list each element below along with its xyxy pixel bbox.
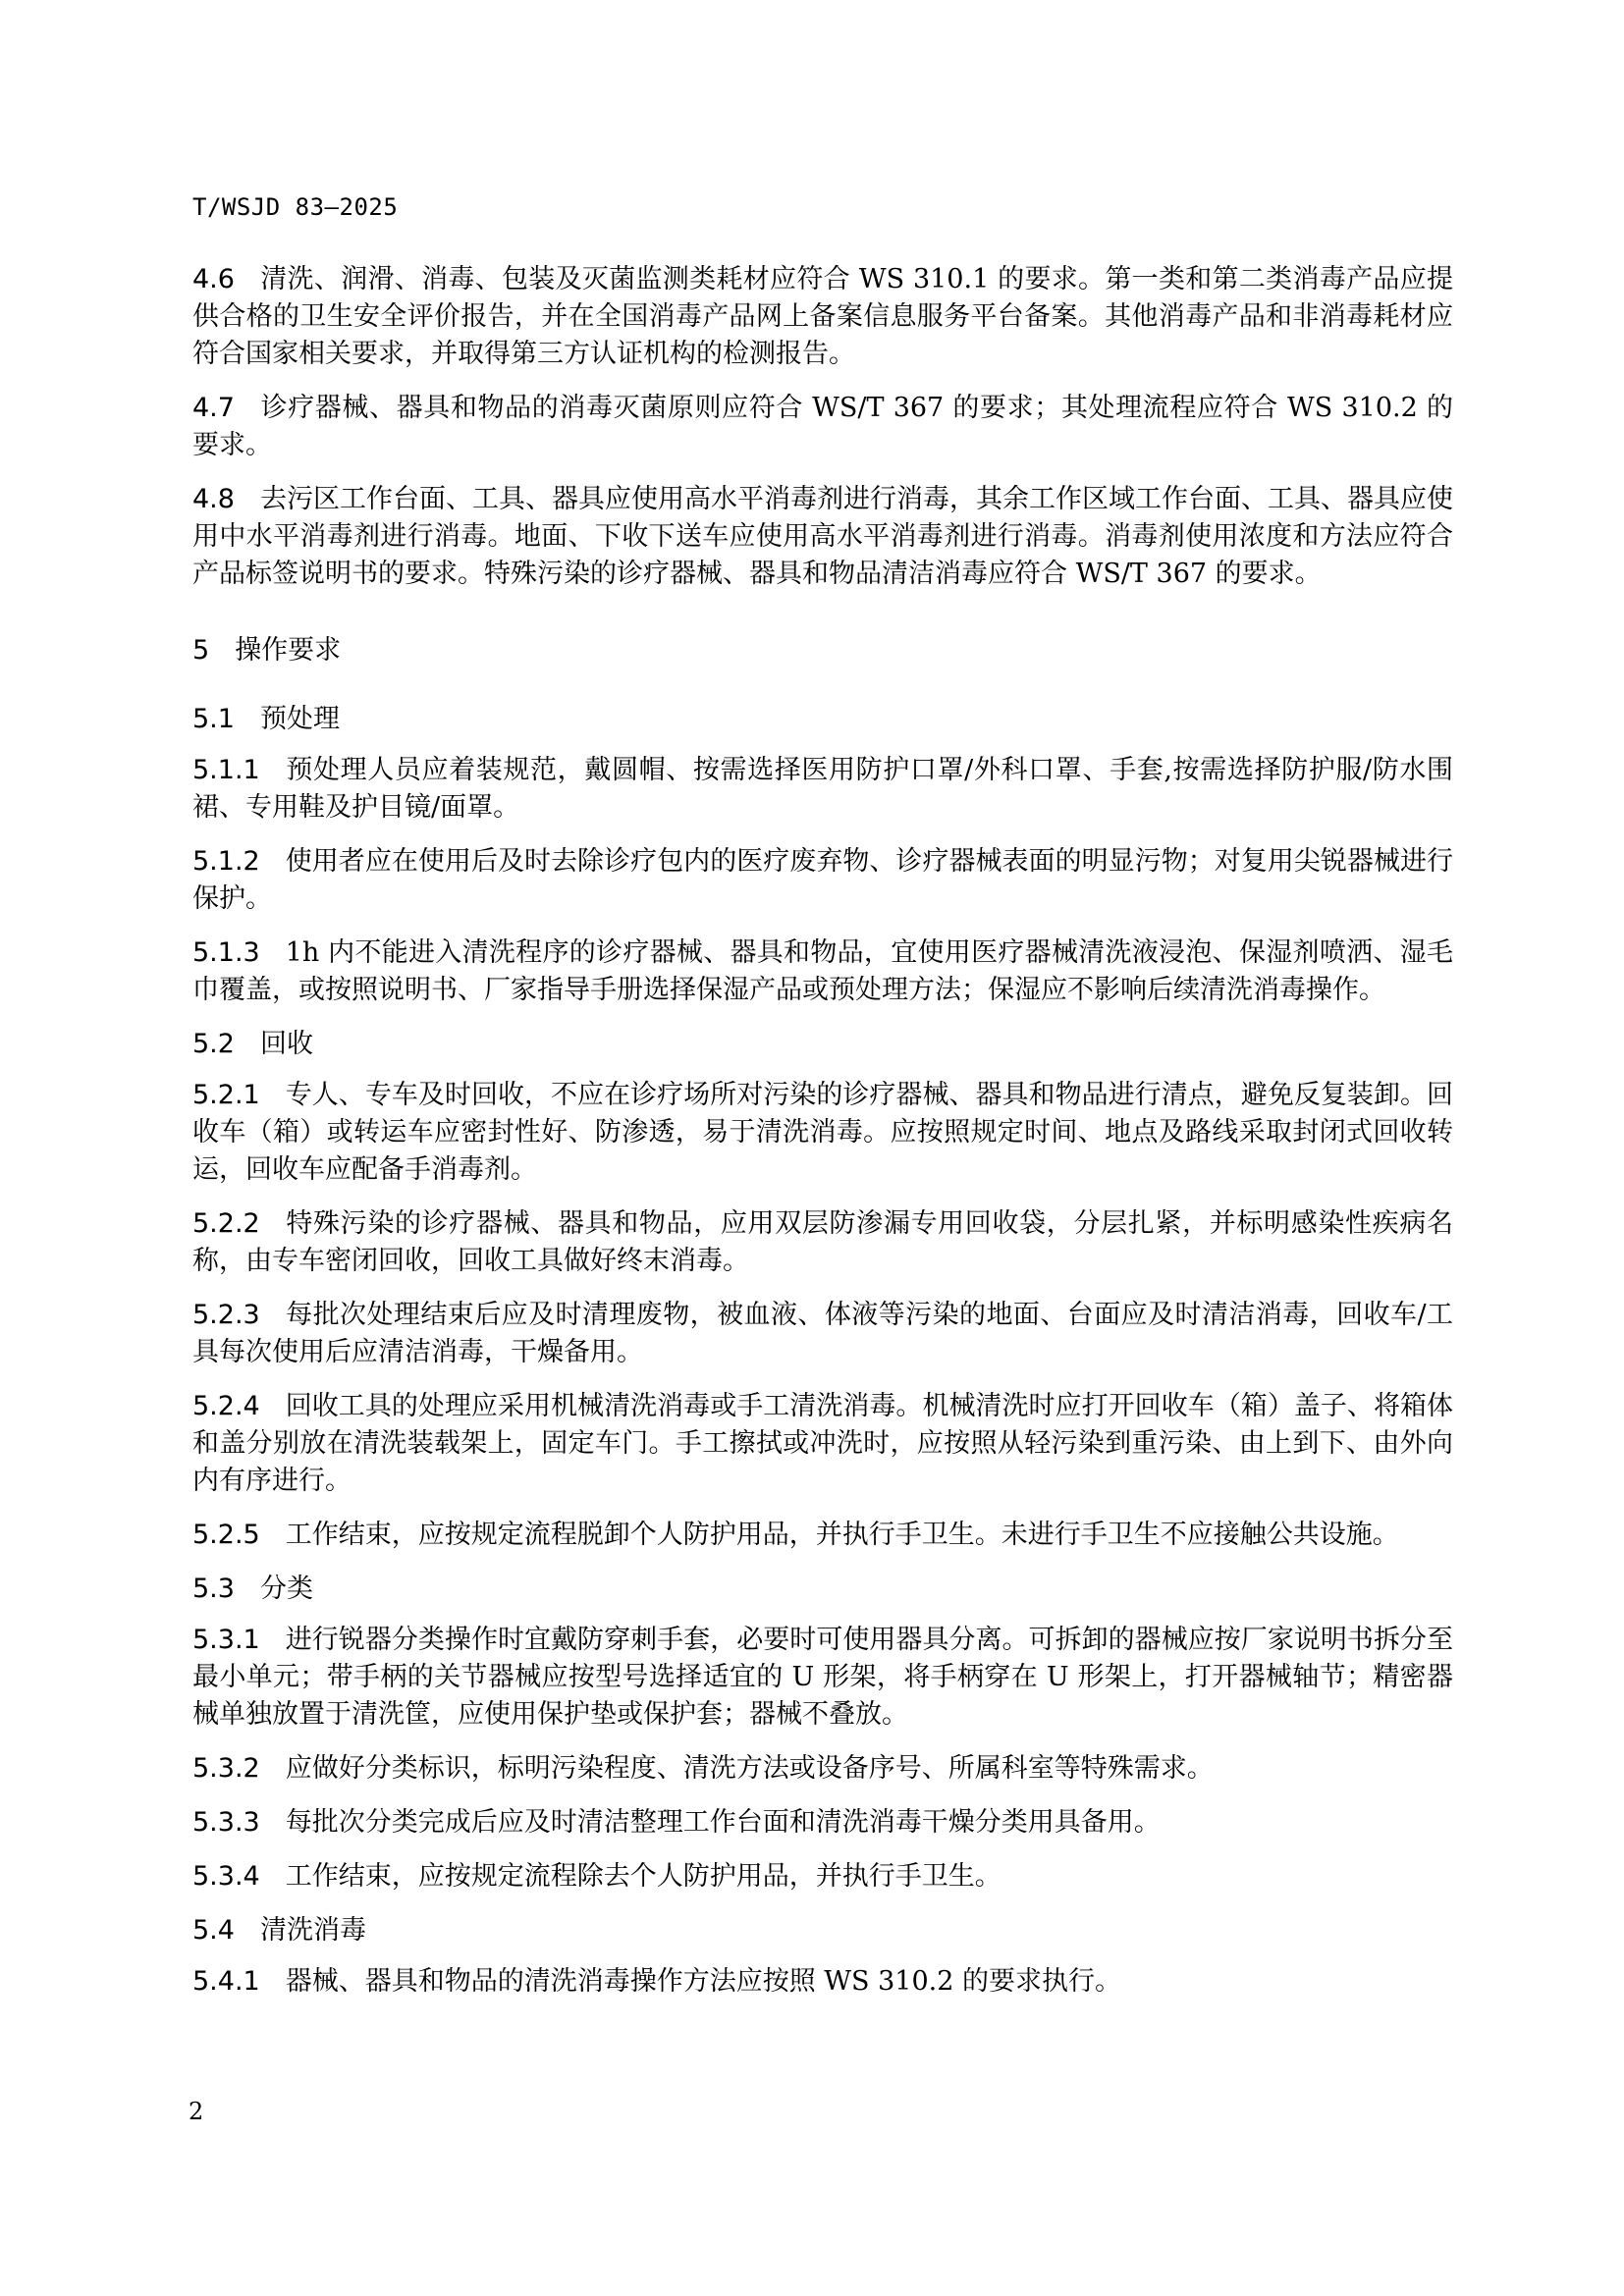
clause-paragraph [192,1388,1453,1500]
clause-paragraph [192,1963,1453,2001]
clause-number: 5.3.1 [192,1625,260,1655]
heading-text: 分类 [259,1574,313,1604]
clause-text: 每批次分类完成后应及时清洁整理工作台面和清洗消毒干燥分类用具备用。 [285,1807,1161,1838]
clause-paragraph [192,1077,1453,1189]
clause-number: 5.4.1 [192,1966,260,1997]
clause-paragraph [192,390,1453,464]
clause-text: 专人、专车及时回收，不应在诊疗场所对污染的诊疗器械、器具和物品进行清点，避免反复装卸。回收车（箱）或转运车应密封性好、防渗透，易于清洗消毒。应按照规定时间、地点及路线采取封闭式回收转运，回收车应配备手消毒剂。 [192,1080,1453,1185]
clause-number: 5.3 [192,1574,235,1604]
clause-text: 应做好分类标识，标明污染程度、清洗方法或设备序号、所属科室等特殊需求。 [285,1753,1214,1784]
clause-paragraph [192,1750,1453,1788]
clause-text: 回收工具的处理应采用机械清洗消毒或手工清洗消毒。机械清洗时应打开回收车（箱）盖子、将箱体和盖分别放在清洗装载架上，固定车门。手工擦拭或冲洗时，应按照从轻污染到重污染、由上到下、由外向内有序进行。 [192,1391,1453,1496]
clause-number: 4.6 [192,264,235,294]
clause-number: 5.2.2 [192,1208,260,1239]
clause-text: 工作结束，应按规定流程脱卸个人防护用品，并执行手卫生。未进行手卫生不应接触公共设施。 [285,1520,1399,1550]
clause-number: 5.2 [192,1029,235,1059]
clause-text: 器械、器具和物品的清洗消毒操作方法应按照 WS 310.2 的要求执行。 [285,1966,1121,1997]
heading-text: 操作要求 [235,635,342,666]
clause-text: 1h 内不能进入清洗程序的诊疗器械、器具和物品，宜使用医疗器械清洗液浸泡、保湿剂喷洒、湿毛巾覆盖，或按照说明书、厂家指导手册选择保湿产品或预处理方法；保湿应不影响后续清洗消毒操作。 [192,937,1453,1005]
clause-number: 5.2.4 [192,1391,260,1421]
clause-text: 每批次处理结束后应及时清理废物，被血液、体液等污染的地面、台面应及时清洁消毒，回收车/工具每次使用后应清洁消毒，干燥备用。 [192,1300,1453,1367]
clause-number: 5.4 [192,1915,235,1946]
clause-text: 预处理人员应着装规范，戴圆帽、按需选择医用防护口罩/外科口罩、手套,按需选择防护服/防水围裙、专用鞋及护目镜/面罩。 [192,755,1453,823]
clause-paragraph [192,1622,1453,1734]
clause-text: 特殊污染的诊疗器械、器具和物品，应用双层防渗漏专用回收袋，分层扎紧，并标明感染性疾病名称，由专车密闭回收，回收工具做好终末消毒。 [192,1208,1453,1276]
clause-paragraph [192,843,1453,918]
clause-number: 5.3.4 [192,1861,260,1892]
heading-text: 回收 [259,1029,313,1059]
clause-paragraph [192,1517,1453,1554]
clause-paragraph [192,1297,1453,1371]
clause-text: 使用者应在使用后及时去除诊疗包内的医疗废弃物、诊疗器械表面的明显污物；对复用尖锐器械进行保护。 [192,846,1453,914]
section-heading [192,632,1453,669]
clause-text: 进行锐器分类操作时宜戴防穿刺手套，必要时可使用器具分离。可拆卸的器械应按厂家说明书拆分至最小单元；带手柄的关节器械应按型号选择适宜的 U 形架，将手柄穿在 U 形架上，打开器械轴节；精密器械单独放置于清洗筐，应使用保护垫或保护套；器械不叠放。 [192,1625,1453,1730]
clause-text: 诊疗器械、器具和物品的消毒灭菌原则应符合 WS/T 367 的要求；其处理流程应符合 WS 310.2 的要求。 [192,393,1453,460]
subsection-heading [192,1026,1453,1063]
clause-text: 工作结束，应按规定流程除去个人防护用品，并执行手卫生。 [285,1861,1001,1892]
heading-text: 预处理 [259,704,340,734]
clause-paragraph [192,1858,1453,1896]
clause-number: 5.2.5 [192,1520,260,1550]
document-body [192,261,1453,2017]
clause-number: 5.1.1 [192,755,260,785]
subsection-heading [192,1912,1453,1949]
subsection-heading [192,1571,1453,1608]
clause-text: 去污区工作台面、工具、器具应使用高水平消毒剂进行消毒，其余工作区域工作台面、工具、器具应使用中水平消毒剂进行消毒。地面、下收下送车应使用高水平消毒剂进行消毒。消毒剂使用浓度和方法应符合产品标签说明书的要求。特殊污染的诊疗器械、器具和物品清洁消毒应符合 WS/T 367 的要求。 [192,484,1453,589]
clause-number: 5.3.2 [192,1753,260,1784]
heading-text: 清洗消毒 [259,1915,366,1946]
page-number: 2 [189,2098,204,2125]
clause-text: 清洗、润滑、消毒、包装及灭菌监测类耗材应符合 WS 310.1 的要求。第一类和第二类消毒产品应提供合格的卫生安全评价报告，并在全国消毒产品网上备案信息服务平台备案。其他消毒产品和非消毒耗材应符合国家相关要求，并取得第三方认证机构的检测报告。 [192,264,1453,369]
document-code-header: T/WSJD 83—2025 [192,193,399,221]
clause-paragraph [192,752,1453,827]
clause-number: 5.1.3 [192,937,260,968]
clause-paragraph [192,934,1453,1009]
clause-paragraph [192,1205,1453,1280]
clause-number: 4.8 [192,484,235,514]
clause-number: 5.3.3 [192,1807,260,1838]
clause-paragraph [192,261,1453,373]
subsection-heading [192,701,1453,738]
clause-paragraph [192,1804,1453,1842]
clause-paragraph [192,481,1453,593]
clause-number: 5.2.1 [192,1080,260,1110]
clause-number: 5.1.2 [192,846,260,877]
clause-number: 4.7 [192,393,235,423]
clause-number: 5.1 [192,704,235,734]
clause-number: 5 [192,635,210,666]
clause-number: 5.2.3 [192,1300,260,1330]
